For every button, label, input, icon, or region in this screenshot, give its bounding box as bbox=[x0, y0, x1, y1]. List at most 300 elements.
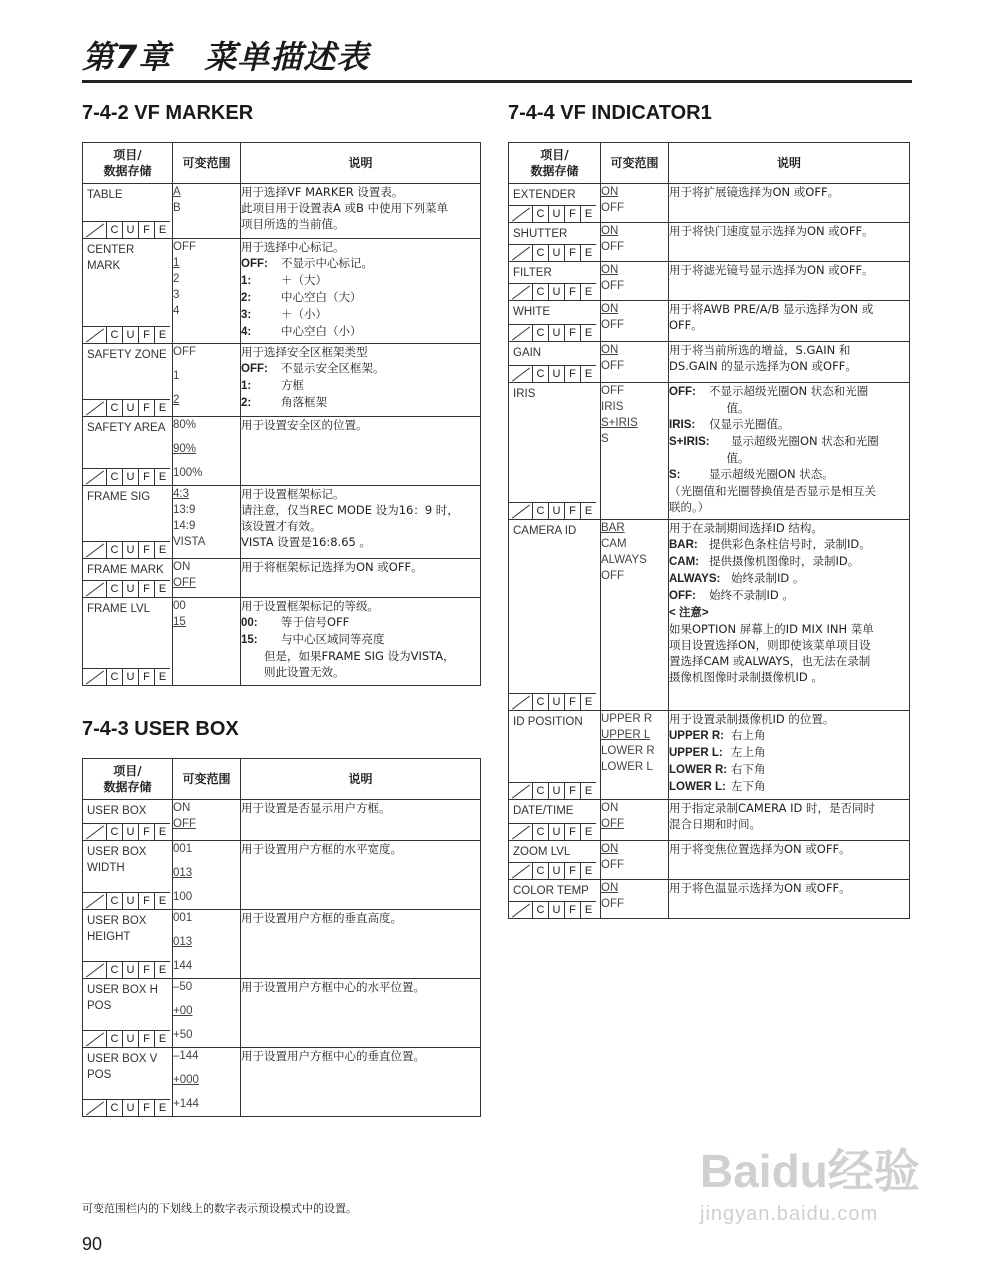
range-cell bbox=[601, 383, 669, 520]
storage-flag-c: C bbox=[532, 824, 548, 841]
range-value: OFF bbox=[601, 570, 624, 582]
storage-flag-e: E bbox=[580, 325, 596, 342]
storage-slash bbox=[508, 863, 532, 880]
item-name-line: HEIGHT bbox=[87, 931, 131, 943]
item-name bbox=[83, 841, 172, 876]
description-text: 用于选择安全区框架类型 bbox=[241, 345, 368, 359]
description-line bbox=[241, 360, 480, 377]
storage-flag-c: C bbox=[106, 581, 122, 598]
data-storage-cufe bbox=[82, 961, 170, 979]
range-value: LOWER R bbox=[601, 745, 655, 757]
table-row bbox=[83, 598, 481, 686]
table-row bbox=[83, 184, 481, 239]
range-value: 3 bbox=[173, 289, 180, 301]
storage-flag-e: E bbox=[154, 469, 170, 486]
item-cell bbox=[83, 239, 173, 344]
storage-slash bbox=[82, 542, 106, 559]
storage-flag-c: C bbox=[532, 206, 548, 223]
data-storage-cufe bbox=[508, 862, 596, 880]
description-key: OFF: bbox=[241, 258, 268, 270]
description-text: 摄像机图像时录制摄像机ID 。 bbox=[669, 670, 823, 684]
description-line bbox=[241, 377, 480, 394]
storage-flag-e: E bbox=[154, 400, 170, 417]
range-value-default: ON bbox=[601, 344, 619, 356]
storage-flag-u: U bbox=[122, 469, 138, 486]
header-range: 可变范围 bbox=[601, 143, 669, 184]
item-cell bbox=[83, 598, 173, 686]
range-value: S bbox=[601, 433, 609, 445]
storage-slash bbox=[82, 962, 106, 979]
item-name bbox=[83, 184, 172, 203]
section-title-user-box: 7-4-3 USER BOX bbox=[82, 718, 239, 740]
description-line bbox=[669, 570, 909, 587]
item-name-line: USER BOX H bbox=[87, 984, 158, 996]
item-cell bbox=[83, 979, 173, 1048]
description-key: 00: bbox=[241, 617, 258, 629]
table-row bbox=[83, 486, 481, 559]
range-value: 1 bbox=[173, 370, 180, 382]
description-text: 此项目用于设置表A 或B 中使用下列菜单 bbox=[241, 201, 449, 215]
vf-indicator1-table bbox=[508, 142, 910, 919]
range-value-default: ON bbox=[601, 882, 619, 894]
storage-slash bbox=[508, 366, 532, 383]
storage-flag-c: C bbox=[532, 503, 548, 520]
header-desc: 说明 bbox=[669, 143, 910, 184]
description-line bbox=[241, 1048, 480, 1064]
storage-flag-e: E bbox=[580, 284, 596, 301]
item-name bbox=[83, 910, 172, 945]
range-value: OFF bbox=[173, 241, 196, 253]
range-cell bbox=[173, 598, 241, 686]
description-line bbox=[241, 502, 480, 518]
storage-flag-f: F bbox=[138, 893, 154, 910]
storage-flag-f: F bbox=[138, 581, 154, 598]
storage-flag-e: E bbox=[154, 327, 170, 344]
description-key: 2: bbox=[241, 397, 252, 409]
storage-slash bbox=[508, 902, 532, 919]
storage-flag-c: C bbox=[532, 863, 548, 880]
description-line bbox=[669, 400, 909, 416]
description-key: 3: bbox=[241, 309, 252, 321]
description-text: 置选择CAM 或ALWAYS，也无法在录制 bbox=[669, 654, 871, 668]
description-text: 用于设置录制摄像机ID 的位置。 bbox=[669, 712, 835, 726]
range-cell bbox=[601, 301, 669, 342]
storage-flag-u: U bbox=[548, 366, 564, 383]
description-key: 4: bbox=[241, 326, 252, 338]
item-name bbox=[83, 486, 172, 505]
range-cell bbox=[601, 800, 669, 841]
description-text: 用于将AWB PRE/A/B 显示选择为ON 或 bbox=[669, 302, 874, 316]
storage-slash bbox=[82, 400, 106, 417]
description-line bbox=[669, 621, 909, 637]
item-cell bbox=[509, 841, 601, 880]
item-cell bbox=[509, 800, 601, 841]
range-value: 00 bbox=[173, 600, 186, 612]
description-text: ＋（小） bbox=[281, 307, 327, 321]
description-text: 用于指定录制CAMERA ID 时，是否同时 bbox=[669, 801, 876, 815]
range-value-default: UPPER L bbox=[601, 729, 651, 741]
description-line bbox=[241, 239, 480, 255]
storage-flag-u: U bbox=[548, 206, 564, 223]
range-value-default: 4:3 bbox=[173, 488, 189, 500]
item-name-line: DATE/TIME bbox=[513, 805, 574, 817]
table-row bbox=[509, 841, 910, 880]
data-storage-cufe bbox=[82, 1099, 170, 1117]
description-text: 用于设置是否显示用户方框。 bbox=[241, 801, 391, 815]
description-text: 用于将扩展镜选择为ON 或OFF。 bbox=[669, 185, 840, 199]
description-cell bbox=[669, 841, 910, 880]
storage-flag-e: E bbox=[580, 206, 596, 223]
description-text: 右上角 bbox=[731, 728, 766, 742]
range-value: 144 bbox=[173, 960, 193, 972]
description-line bbox=[669, 778, 909, 795]
description-text: 始终录制ID 。 bbox=[731, 571, 805, 585]
description-text: 混合日期和时间。 bbox=[669, 817, 761, 831]
user-box-table bbox=[82, 758, 481, 1117]
description-key: S+IRIS: bbox=[669, 436, 710, 448]
storage-flag-u: U bbox=[122, 669, 138, 686]
range-value-default: BAR bbox=[601, 522, 625, 534]
range-value: OFF bbox=[173, 346, 196, 358]
data-storage-cufe bbox=[82, 668, 170, 686]
storage-slash bbox=[82, 581, 106, 598]
description-line bbox=[669, 466, 909, 483]
item-name bbox=[83, 344, 172, 363]
table-row bbox=[509, 184, 910, 223]
storage-flag-e: E bbox=[154, 1031, 170, 1048]
storage-flag-c: C bbox=[106, 893, 122, 910]
table-row bbox=[83, 239, 481, 344]
range-value: –50 bbox=[173, 981, 193, 993]
range-value: IRIS bbox=[601, 401, 624, 413]
description-text: 用于设置用户方框中心的垂直位置。 bbox=[241, 1049, 425, 1063]
range-cell bbox=[173, 800, 241, 841]
storage-flag-u: U bbox=[548, 284, 564, 301]
range-value-default: 2 bbox=[173, 394, 180, 406]
storage-flag-c: C bbox=[532, 902, 548, 919]
range-value: ON bbox=[601, 802, 619, 814]
storage-flag-f: F bbox=[138, 469, 154, 486]
item-name-line: WIDTH bbox=[87, 862, 125, 874]
watermark-url: jingyan.baidu.com bbox=[700, 1203, 879, 1225]
range-value-default: OFF bbox=[601, 818, 624, 830]
storage-flag-c: C bbox=[106, 962, 122, 979]
storage-slash bbox=[82, 669, 106, 686]
storage-slash bbox=[508, 245, 532, 262]
description-key: 1: bbox=[241, 380, 252, 392]
data-storage-cufe bbox=[82, 541, 170, 559]
range-value-default: ON bbox=[601, 303, 619, 315]
range-value-default: ON bbox=[601, 225, 619, 237]
description-text: 用于将变焦位置选择为ON 或OFF。 bbox=[669, 842, 851, 856]
storage-flag-u: U bbox=[122, 400, 138, 417]
description-text: 联的。） bbox=[669, 500, 710, 514]
item-cell bbox=[83, 910, 173, 979]
storage-flag-e: E bbox=[154, 669, 170, 686]
description-text: 但是，如果FRAME SIG 设为VISTA， bbox=[241, 649, 455, 663]
range-value: ALWAYS bbox=[601, 554, 647, 566]
table-row bbox=[509, 262, 910, 301]
item-name-line: POS bbox=[87, 1000, 112, 1012]
range-value-default: OFF bbox=[173, 577, 196, 589]
description-cell bbox=[241, 598, 481, 686]
range-value-default: 15 bbox=[173, 616, 186, 628]
range-value: OFF bbox=[601, 202, 624, 214]
description-line bbox=[669, 184, 909, 200]
range-value: UPPER R bbox=[601, 713, 653, 725]
storage-slash bbox=[82, 469, 106, 486]
table-row bbox=[83, 344, 481, 417]
item-cell bbox=[83, 559, 173, 598]
storage-flag-e: E bbox=[580, 783, 596, 800]
description-line bbox=[669, 604, 909, 621]
item-cell bbox=[83, 1048, 173, 1117]
description-line bbox=[669, 653, 909, 669]
storage-flag-e: E bbox=[580, 366, 596, 383]
description-text: 不显示超级光圈ON 状态和光圈 bbox=[709, 384, 869, 398]
description-line bbox=[669, 223, 909, 239]
storage-flag-u: U bbox=[548, 863, 564, 880]
item-cell bbox=[509, 383, 601, 520]
item-cell bbox=[509, 342, 601, 383]
table-row bbox=[509, 800, 910, 841]
storage-flag-f: F bbox=[564, 366, 580, 383]
table-row bbox=[509, 223, 910, 262]
item-cell bbox=[83, 417, 173, 486]
description-line bbox=[669, 433, 909, 450]
item-cell bbox=[83, 800, 173, 841]
description-key: LOWER R: bbox=[669, 764, 728, 776]
storage-flag-u: U bbox=[548, 824, 564, 841]
storage-flag-c: C bbox=[532, 284, 548, 301]
description-key: OFF: bbox=[669, 590, 696, 602]
description-line bbox=[241, 184, 480, 200]
table-row bbox=[83, 979, 481, 1048]
description-key: < 注意> bbox=[669, 607, 709, 619]
description-cell bbox=[669, 800, 910, 841]
description-line bbox=[241, 631, 480, 648]
range-cell bbox=[173, 559, 241, 598]
table-row bbox=[509, 383, 910, 520]
storage-flag-f: F bbox=[138, 542, 154, 559]
item-cell bbox=[509, 184, 601, 223]
storage-slash bbox=[508, 325, 532, 342]
range-value: 001 bbox=[173, 912, 193, 924]
description-key: OFF: bbox=[669, 386, 696, 398]
description-line bbox=[241, 417, 480, 433]
description-cell bbox=[669, 520, 910, 711]
description-line bbox=[669, 520, 909, 536]
description-cell bbox=[241, 841, 481, 910]
table-row bbox=[509, 880, 910, 919]
description-key: S: bbox=[669, 469, 681, 481]
item-name-line: IRIS bbox=[513, 388, 536, 400]
storage-flag-u: U bbox=[122, 824, 138, 841]
range-cell bbox=[173, 910, 241, 979]
storage-flag-e: E bbox=[154, 222, 170, 239]
table-row bbox=[83, 800, 481, 841]
description-line bbox=[241, 200, 480, 216]
description-text: 则此设置无效。 bbox=[241, 665, 345, 679]
range-value: VISTA bbox=[173, 536, 206, 548]
item-name bbox=[509, 184, 600, 203]
range-value-default: +000 bbox=[173, 1074, 199, 1086]
description-text: 用于设置安全区的位置。 bbox=[241, 418, 368, 432]
range-value-default: ON bbox=[601, 186, 619, 198]
header-item: 项目/ 数据存储 bbox=[509, 143, 601, 184]
description-text: ＋（大） bbox=[281, 273, 327, 287]
description-cell bbox=[669, 184, 910, 223]
storage-flag-e: E bbox=[154, 1100, 170, 1117]
item-name bbox=[83, 417, 172, 436]
storage-flag-u: U bbox=[122, 962, 138, 979]
description-text: 中心空白（大） bbox=[281, 290, 362, 304]
description-cell bbox=[241, 239, 481, 344]
description-text: 用于在录制期间选择ID 结构。 bbox=[669, 521, 823, 535]
description-text: VISTA 设置是16:8.65 。 bbox=[241, 535, 371, 549]
description-cell bbox=[241, 910, 481, 979]
range-value: OFF bbox=[601, 241, 624, 253]
range-cell bbox=[173, 486, 241, 559]
storage-flag-f: F bbox=[564, 325, 580, 342]
description-line bbox=[241, 394, 480, 411]
range-value: 80% bbox=[173, 419, 197, 431]
description-line bbox=[669, 711, 909, 727]
description-line bbox=[241, 648, 480, 664]
table-row bbox=[83, 841, 481, 910]
item-name bbox=[509, 880, 600, 899]
description-cell bbox=[669, 711, 910, 800]
description-text: 右下角 bbox=[731, 762, 766, 776]
description-text: 该设置才有效。 bbox=[241, 519, 322, 533]
range-cell bbox=[173, 184, 241, 239]
range-value-default: 013 bbox=[173, 867, 193, 879]
description-line bbox=[669, 800, 909, 816]
range-value: 13:9 bbox=[173, 504, 196, 516]
description-line bbox=[669, 536, 909, 553]
description-text: 用于将滤光镜号显示选择为ON 或OFF。 bbox=[669, 263, 874, 277]
description-cell bbox=[669, 223, 910, 262]
description-text: 项目设置选择ON，则即使该菜单项目设 bbox=[669, 638, 871, 652]
range-value: +144 bbox=[173, 1098, 199, 1110]
description-line bbox=[241, 664, 480, 680]
table-row bbox=[83, 910, 481, 979]
description-key: UPPER R: bbox=[669, 730, 724, 742]
storage-flag-c: C bbox=[106, 327, 122, 344]
description-line bbox=[669, 499, 909, 515]
description-line bbox=[669, 342, 909, 358]
description-key: CAM: bbox=[669, 556, 700, 568]
storage-slash bbox=[82, 222, 106, 239]
description-cell bbox=[241, 1048, 481, 1117]
storage-flag-f: F bbox=[564, 783, 580, 800]
item-name-line: SHUTTER bbox=[513, 228, 568, 240]
description-text: 用于将当前所选的增益，S.GAIN 和 bbox=[669, 343, 851, 357]
description-cell bbox=[241, 486, 481, 559]
storage-flag-c: C bbox=[106, 669, 122, 686]
storage-slash bbox=[508, 284, 532, 301]
range-value: OFF bbox=[601, 319, 624, 331]
range-value: +50 bbox=[173, 1029, 193, 1041]
storage-flag-c: C bbox=[532, 783, 548, 800]
description-cell bbox=[669, 301, 910, 342]
range-value: 4 bbox=[173, 305, 180, 317]
range-value: OFF bbox=[601, 898, 624, 910]
storage-flag-f: F bbox=[138, 962, 154, 979]
item-name-line: FILTER bbox=[513, 267, 552, 279]
data-storage-cufe bbox=[82, 823, 170, 841]
storage-flag-f: F bbox=[564, 863, 580, 880]
item-name bbox=[509, 301, 600, 320]
description-cell bbox=[241, 344, 481, 417]
description-text: DS.GAIN 的显示选择为ON 或OFF。 bbox=[669, 359, 857, 373]
range-value: 100% bbox=[173, 467, 203, 479]
storage-slash bbox=[82, 1031, 106, 1048]
description-text: 用于设置用户方框的垂直高度。 bbox=[241, 911, 402, 925]
description-text: 用于设置框架标记。 bbox=[241, 487, 345, 501]
range-cell bbox=[601, 520, 669, 711]
item-name bbox=[509, 342, 600, 361]
storage-flag-c: C bbox=[106, 222, 122, 239]
description-line bbox=[669, 744, 909, 761]
item-cell bbox=[509, 223, 601, 262]
range-value-default: A bbox=[173, 186, 181, 198]
description-line bbox=[669, 880, 909, 896]
storage-flag-u: U bbox=[122, 1031, 138, 1048]
item-name-line: WHITE bbox=[513, 306, 551, 318]
storage-flag-f: F bbox=[564, 902, 580, 919]
storage-flag-u: U bbox=[548, 902, 564, 919]
storage-flag-u: U bbox=[122, 1100, 138, 1117]
description-cell bbox=[669, 262, 910, 301]
description-text: 显示超级光圈ON 状态。 bbox=[709, 467, 834, 481]
table-row bbox=[509, 520, 910, 711]
storage-flag-f: F bbox=[138, 400, 154, 417]
description-line bbox=[241, 841, 480, 857]
description-text: 中心空白（小） bbox=[281, 324, 362, 338]
data-storage-cufe bbox=[508, 901, 596, 919]
data-storage-cufe bbox=[508, 283, 596, 301]
storage-slash bbox=[508, 694, 532, 711]
item-name bbox=[509, 223, 600, 242]
data-storage-cufe bbox=[508, 823, 596, 841]
range-cell bbox=[173, 239, 241, 344]
description-line bbox=[241, 518, 480, 534]
storage-flag-u: U bbox=[548, 325, 564, 342]
description-text: 左上角 bbox=[731, 745, 766, 759]
storage-flag-f: F bbox=[138, 1100, 154, 1117]
range-value: ON bbox=[173, 802, 191, 814]
storage-flag-f: F bbox=[138, 669, 154, 686]
description-text: 用于选择中心标记。 bbox=[241, 240, 345, 254]
range-value-default: ON bbox=[601, 843, 619, 855]
description-key: LOWER L: bbox=[669, 781, 726, 793]
header-range: 可变范围 bbox=[173, 143, 241, 184]
storage-flag-u: U bbox=[122, 542, 138, 559]
storage-flag-e: E bbox=[154, 962, 170, 979]
storage-flag-e: E bbox=[580, 245, 596, 262]
data-storage-cufe bbox=[508, 693, 596, 711]
storage-flag-f: F bbox=[564, 694, 580, 711]
range-value-default: OFF bbox=[173, 818, 196, 830]
header-desc: 说明 bbox=[241, 759, 481, 800]
description-text: （光圈值和光圈替换值是否显示是相互关 bbox=[669, 484, 876, 498]
range-cell bbox=[601, 223, 669, 262]
storage-flag-c: C bbox=[532, 694, 548, 711]
range-value: 100 bbox=[173, 891, 193, 903]
storage-flag-u: U bbox=[548, 694, 564, 711]
description-line bbox=[241, 598, 480, 614]
